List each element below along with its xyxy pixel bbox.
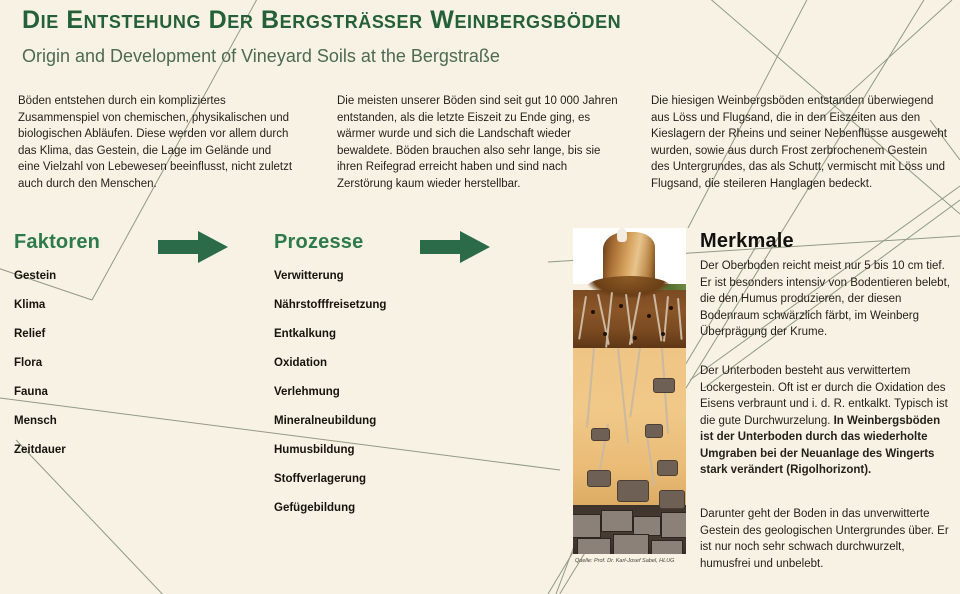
list-item: Flora <box>14 357 43 369</box>
soil-pore <box>669 306 673 310</box>
list-item: Gestein <box>14 270 57 282</box>
list-item: Zeitdauer <box>14 444 66 456</box>
soil-pore <box>603 332 607 336</box>
column-heading-prozesse: Prozesse <box>274 231 364 253</box>
list-item: Mineralneubildung <box>274 415 377 427</box>
list-item: Entkalkung <box>274 328 336 340</box>
intro-paragraph-2: Die meisten unserer Böden sind seit gut 10 000 Jahren entstanden, als die letzte Eiszeit zu Ende ging, es wärmer wurde und sich die Landschaft wieder bewaldete. Böden brauchen also sehr lange, bis sie ihren Reifegrad erreicht haben und sind nach Zerstörung kaum wieder herstellbar. <box>337 95 618 190</box>
rock-fragment <box>645 424 663 438</box>
merkmale-paragraph-2-bold: In Weinbergsböden ist der Unterboden durch das wiederholte Umgraben bei der Neuanlage des Wingerts stark verändert (Rigolhorizont). <box>700 414 941 476</box>
list-item: Oxidation <box>274 357 328 369</box>
list-item: Mensch <box>14 415 57 427</box>
list-item: Stoffverlagerung <box>274 473 367 485</box>
bedrock-block <box>577 538 611 554</box>
list-item: Nährstofffreisetzung <box>274 299 387 311</box>
merkmale-paragraph-1: Der Oberboden reicht meist nur 5 bis 10 cm tief. Er ist besonders intensiv von Bodentieren belebt, die den Humus produzieren, der diesen Bodenraum schwärzlich färbt, im Weinberg Überprägung der Krume. <box>700 260 950 338</box>
list-item: Klima <box>14 299 46 311</box>
list-item: Humusbildung <box>274 444 355 456</box>
rock-fragment <box>617 480 649 502</box>
soil-pore <box>591 310 595 314</box>
page-subtitle: Origin and Development of Vineyard Soils at the Bergstraße <box>22 46 500 66</box>
column-heading-faktoren: Faktoren <box>14 231 101 253</box>
soil-pore <box>619 304 623 308</box>
merkmale-paragraph-3: Darunter geht der Boden in das unverwitterte Gestein des geologischen Untergrundes über. Er ist nur noch sehr schwach durchwurzelt, humusfrei und unbelebt. <box>700 508 949 570</box>
figure-caption: Quelle: Prof. Dr. Karl-Josef Sabel, HLUG <box>575 558 675 564</box>
intro-paragraph-3: Die hiesigen Weinbergsböden entstanden überwiegend aus Löss und Flugsand, die in den Eiszeiten aus den Kieslagern der Rheins und seiner Nebenflüsse ausgeweht wurden, sowie aus durch Frost zerbrochenem Gestein des Untergrundes, das als Schutt, vermischt mit Löss und Flugsand, die steileren Hanglagen bedeckt. <box>651 95 947 190</box>
list-item: Gefügebildung <box>274 502 356 514</box>
merkmale-paragraph-2-normal: Der Unterboden besteht aus verwittertem Lockergestein. Oft ist er durch die Oxidation des Eisens verbraunt und i. d. R. entkalkt. Typisch ist die gute Durchwurzelung. <box>700 365 948 427</box>
right-arrow-icon <box>420 230 490 264</box>
rock-fragment <box>591 428 610 441</box>
soil-profile-illustration <box>573 228 686 554</box>
merkmale-paragraph-2 <box>700 363 952 479</box>
faktoren-list <box>14 262 66 465</box>
rock-fragment <box>657 460 678 476</box>
bedrock-block <box>651 540 683 554</box>
soil-pore <box>633 336 637 340</box>
soil-pore <box>661 332 665 336</box>
rock-fragment <box>587 470 611 487</box>
list-item: Fauna <box>14 386 48 398</box>
soil-profile-figure <box>573 228 686 568</box>
bedrock-block <box>633 516 661 536</box>
list-item: Relief <box>14 328 46 340</box>
tree-stump-icon <box>603 232 655 290</box>
right-arrow-icon <box>158 230 228 264</box>
column-heading-merkmale: Merkmale <box>700 230 794 252</box>
page-title: Die Entstehung Der Bergsträßer Weinbergsböden <box>22 6 622 34</box>
prozesse-list <box>274 262 386 523</box>
intro-paragraph-1: Böden entstehen durch ein kompliziertes Zusammenspiel von chemischen, physikalischen und biologischen Abläufen. Diese werden vor allem durch das Klima, das Gestein, die Lage im Gelände und eine Vielzahl von Lebewesen beeinflusst, nicht zuletzt auch durch den Menschen. <box>18 95 293 190</box>
bedrock-block <box>661 512 686 538</box>
soil-pore <box>647 314 651 318</box>
rock-fragment <box>659 490 685 509</box>
list-item: Verwitterung <box>274 270 344 282</box>
rock-fragment <box>653 378 675 393</box>
bedrock-block <box>573 514 601 538</box>
bedrock-block <box>601 510 633 532</box>
bedrock-block <box>613 534 649 554</box>
list-item: Verlehmung <box>274 386 340 398</box>
